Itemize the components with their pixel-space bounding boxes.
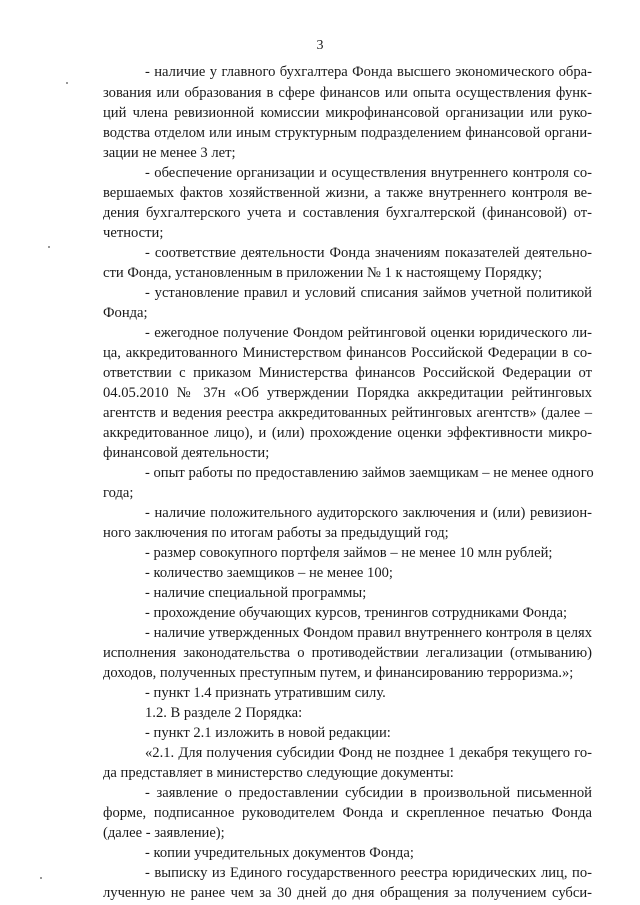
- text-line: агентств и ведения реестра аккредитованных рейтинговых агентств» (далее –: [103, 405, 592, 421]
- text-line: ца, аккредитованного Министерством финансов Российской Федерации в со-: [103, 345, 592, 361]
- text-line: «2.1. Для получения субсидии Фонд не позднее 1 декабря текущего го-: [145, 745, 592, 761]
- text-line: исполнения законодательства о противодействии легализации (отмыванию): [103, 645, 592, 661]
- text-line: зования или образования в сфере финансов или опыта осуществления функ-: [103, 85, 592, 101]
- text-line: лученную не ранее чем за 30 дней до дня обращения за получением субси-: [103, 885, 592, 901]
- text-line: - наличие положительного аудиторского заключения и (или) ревизион-: [145, 505, 592, 521]
- text-line: - наличие у главного бухгалтера Фонда высшего экономического обра-: [145, 64, 592, 80]
- text-line: - опыт работы по предоставлению займов заемщикам – не менее одного: [145, 465, 594, 481]
- text-line: - заявление о предоставлении субсидии в произвольной письменной: [145, 785, 592, 801]
- text-line: - прохождение обучающих курсов, тренингов сотрудниками Фонда;: [145, 605, 568, 621]
- text-line: водства отделом или иным структурным подразделением финансовой органи-: [103, 125, 592, 141]
- text-line: зации не менее 3 лет;: [103, 145, 236, 161]
- text-line: ответствии с приказом Министерства финансов Российской Федерации от: [103, 365, 592, 381]
- scan-speck: [48, 246, 50, 248]
- text-line: доходов, полученных преступным путем, и финансированию терроризма.»;: [103, 665, 574, 681]
- scan-speck: [66, 82, 68, 84]
- scan-speck: [40, 877, 42, 879]
- text-line: - размер совокупного портфеля займов – не менее 10 млн рублей;: [145, 545, 553, 561]
- text-line: - пункт 2.1 изложить в новой редакции:: [145, 725, 391, 741]
- text-line: - соответствие деятельности Фонда значениям показателей деятельно-: [145, 245, 592, 261]
- text-line: ций члена ревизионной комиссии микрофинансовой организации или руко-: [103, 105, 592, 121]
- text-line: - наличие утвержденных Фондом правил внутреннего контроля в целях: [145, 625, 592, 641]
- page-number: 3: [316, 38, 324, 53]
- text-line: - обеспечение организации и осуществления внутреннего контроля со-: [145, 165, 592, 181]
- text-line: форме, подписанное руководителем Фонда и скрепленное печатью Фонда: [103, 805, 592, 821]
- text-line: 1.2. В разделе 2 Порядка:: [145, 705, 303, 721]
- text-line: финансовой деятельности;: [103, 445, 270, 461]
- text-line: ного заключения по итогам работы за предыдущий год;: [103, 525, 449, 541]
- text-line: дения бухгалтерского учета и составления бухгалтерской (финансовой) от-: [103, 205, 592, 221]
- text-line: (далее - заявление);: [103, 825, 225, 841]
- text-line: Фонда;: [103, 305, 148, 321]
- text-line: 04.05.2010 № 37н «Об утверждении Порядка аккредитации рейтинговых: [103, 385, 592, 401]
- text-line: года;: [103, 485, 134, 501]
- text-line: - количество заемщиков – не менее 100;: [145, 565, 393, 581]
- text-line: - копии учредительных документов Фонда;: [145, 845, 414, 861]
- text-line: сти Фонда, установленным в приложении № 1 к настоящему Порядку;: [103, 265, 543, 281]
- text-line: - наличие специальной программы;: [145, 585, 367, 601]
- text-line: да представляет в министерство следующие документы:: [103, 765, 454, 781]
- text-line: - ежегодное получение Фондом рейтинговой оценки юридического ли-: [145, 325, 592, 341]
- text-line: - пункт 1.4 признать утратившим силу.: [145, 685, 386, 701]
- text-line: четности;: [103, 225, 164, 241]
- text-line: - установление правил и условий списания займов учетной политикой: [145, 285, 592, 301]
- text-line: - выписку из Единого государственного реестра юридических лиц, по-: [145, 865, 592, 881]
- text-line: аккредитованное лицо), и (или) прохождение оценки эффективности микро-: [103, 425, 592, 441]
- text-line: вершаемых фактов хозяйственной жизни, а также внутреннего контроля ве-: [103, 185, 592, 201]
